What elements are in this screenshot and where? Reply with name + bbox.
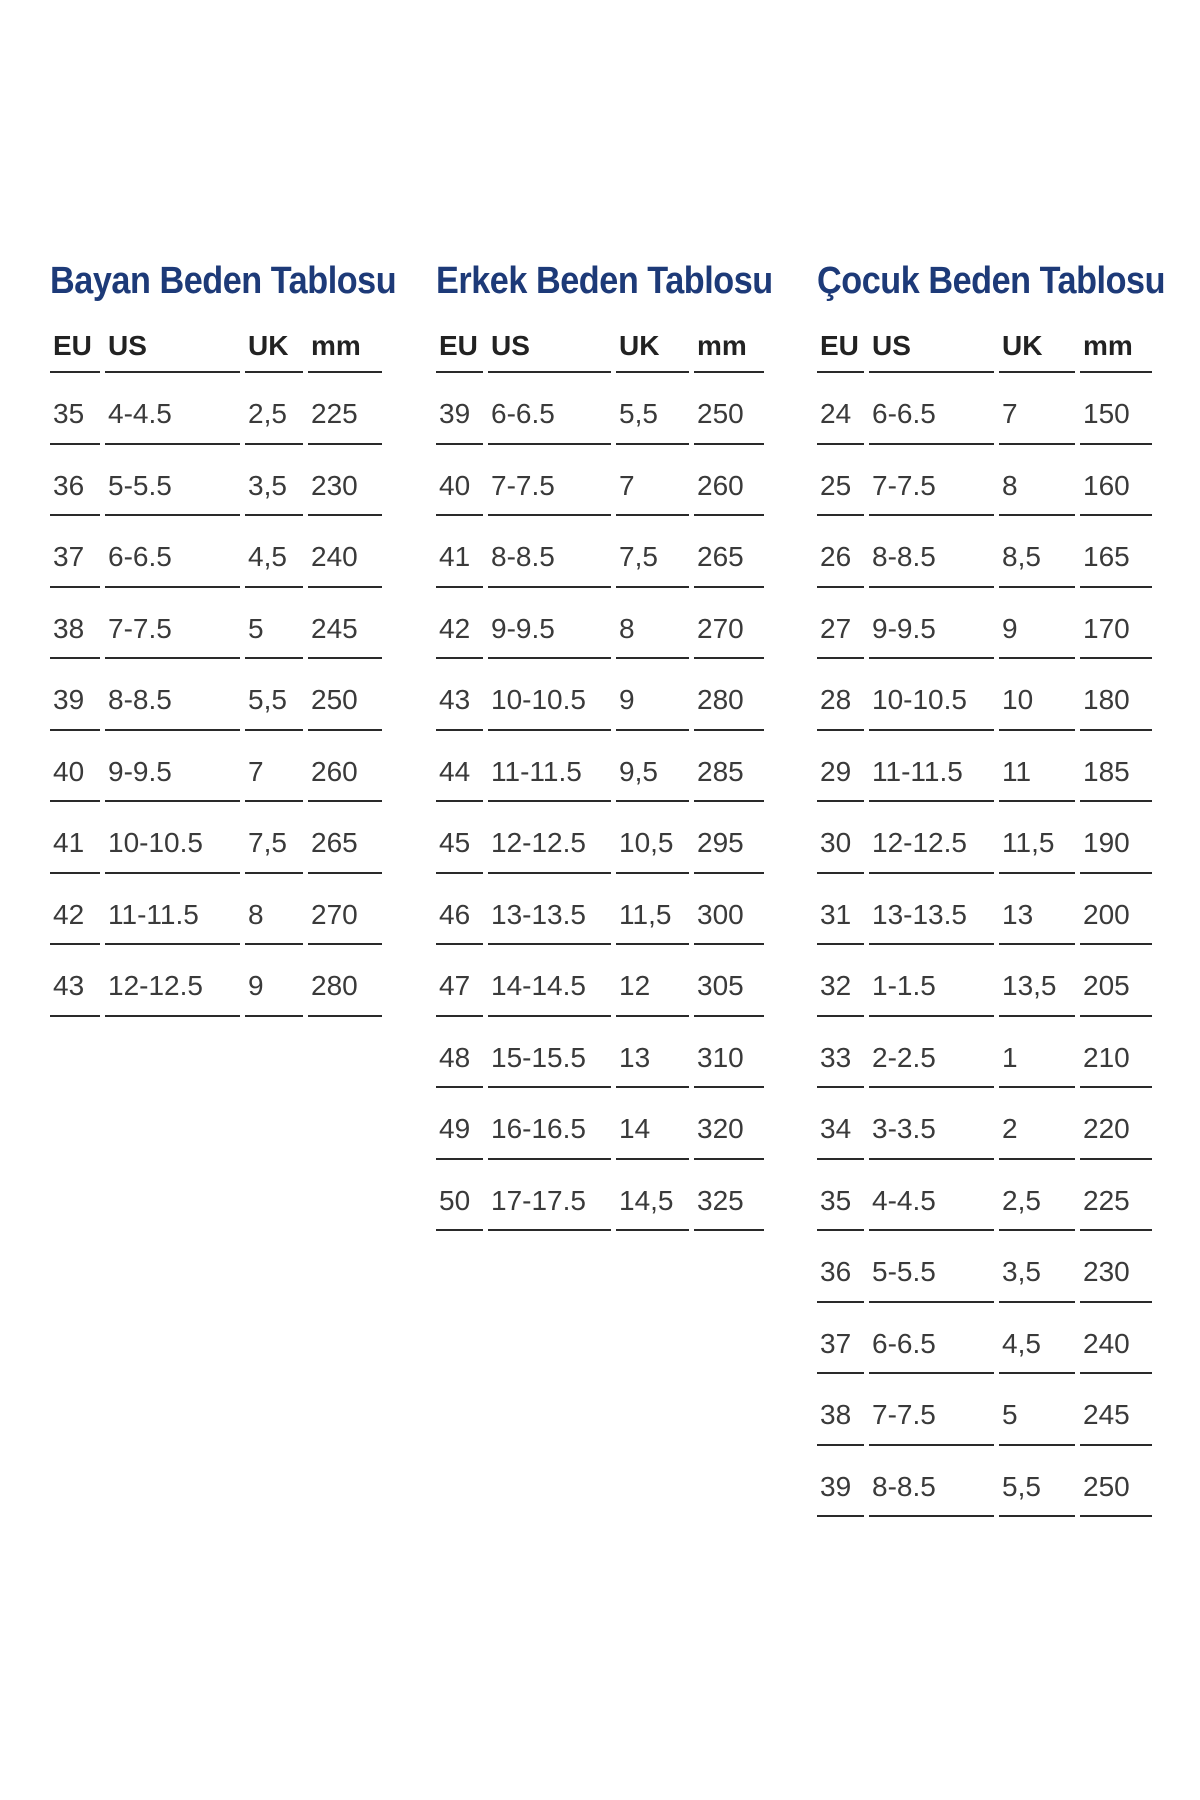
cell-eu: 49 <box>436 1088 483 1160</box>
cell-us: 16-16.5 <box>488 1088 611 1160</box>
cell-eu: 41 <box>436 516 483 588</box>
cell-mm: 245 <box>308 588 382 660</box>
table-row <box>817 659 1200 731</box>
table-row <box>50 373 435 445</box>
cell-mm: 285 <box>694 731 764 803</box>
table-row <box>817 1160 1200 1232</box>
cell-us: 8-8.5 <box>105 659 240 731</box>
header-us: US <box>488 326 611 373</box>
cell-eu: 39 <box>436 373 483 445</box>
table-row <box>50 731 435 803</box>
cell-us: 1-1.5 <box>869 945 994 1017</box>
cell-uk: 9 <box>999 588 1075 660</box>
cell-eu: 43 <box>50 945 100 1017</box>
cell-eu: 27 <box>817 588 864 660</box>
header-eu: EU <box>50 326 100 373</box>
cell-mm: 150 <box>1080 373 1152 445</box>
cell-mm: 200 <box>1080 874 1152 946</box>
cell-mm: 240 <box>1080 1303 1152 1375</box>
cell-uk: 7,5 <box>616 516 689 588</box>
table-row <box>50 874 435 946</box>
table-row <box>817 516 1200 588</box>
cell-uk: 7 <box>999 373 1075 445</box>
cell-mm: 270 <box>308 874 382 946</box>
cell-uk: 2,5 <box>999 1160 1075 1232</box>
cell-mm: 270 <box>694 588 764 660</box>
table-row <box>436 1160 810 1232</box>
cell-uk: 14 <box>616 1088 689 1160</box>
cell-mm: 230 <box>1080 1231 1152 1303</box>
table-row <box>50 445 435 517</box>
table-row <box>50 945 435 1017</box>
header-mm: mm <box>1080 326 1152 373</box>
cell-uk: 8 <box>616 588 689 660</box>
cell-eu: 47 <box>436 945 483 1017</box>
cell-uk: 2 <box>999 1088 1075 1160</box>
size-table-cocuk <box>817 258 1200 1517</box>
cell-uk: 11,5 <box>616 874 689 946</box>
cell-uk: 5 <box>999 1374 1075 1446</box>
cell-uk: 3,5 <box>245 445 303 517</box>
table-row <box>817 1088 1200 1160</box>
cell-mm: 295 <box>694 802 764 874</box>
cell-us: 9-9.5 <box>488 588 611 660</box>
table-row <box>436 588 810 660</box>
cell-uk: 2,5 <box>245 373 303 445</box>
cell-mm: 225 <box>308 373 382 445</box>
cell-uk: 5 <box>245 588 303 660</box>
cell-eu: 28 <box>817 659 864 731</box>
cell-uk: 5,5 <box>245 659 303 731</box>
cell-uk: 5,5 <box>999 1446 1075 1518</box>
cell-eu: 48 <box>436 1017 483 1089</box>
table-row <box>436 659 810 731</box>
header-row <box>436 326 810 373</box>
cell-us: 4-4.5 <box>869 1160 994 1232</box>
cell-uk: 7,5 <box>245 802 303 874</box>
table-row <box>817 731 1200 803</box>
table-row <box>50 516 435 588</box>
cell-uk: 7 <box>616 445 689 517</box>
cell-eu: 35 <box>817 1160 864 1232</box>
cell-uk: 1 <box>999 1017 1075 1089</box>
cell-us: 11-11.5 <box>105 874 240 946</box>
cell-mm: 160 <box>1080 445 1152 517</box>
table-title: Erkek Beden Tablosu <box>436 260 773 302</box>
table-row <box>436 373 810 445</box>
header-uk: UK <box>999 326 1075 373</box>
table-row <box>817 445 1200 517</box>
cell-eu: 31 <box>817 874 864 946</box>
cell-us: 2-2.5 <box>869 1017 994 1089</box>
header-row <box>50 326 435 373</box>
table-row <box>817 1374 1200 1446</box>
header-eu: EU <box>436 326 483 373</box>
cell-mm: 265 <box>308 802 382 874</box>
cell-us: 6-6.5 <box>105 516 240 588</box>
header-uk: UK <box>245 326 303 373</box>
cell-mm: 250 <box>308 659 382 731</box>
cell-mm: 320 <box>694 1088 764 1160</box>
cell-us: 3-3.5 <box>869 1088 994 1160</box>
header-row <box>817 326 1200 373</box>
cell-eu: 26 <box>817 516 864 588</box>
cell-mm: 260 <box>308 731 382 803</box>
cell-mm: 165 <box>1080 516 1152 588</box>
cell-mm: 230 <box>308 445 382 517</box>
cell-mm: 250 <box>694 373 764 445</box>
cell-eu: 37 <box>817 1303 864 1375</box>
cell-eu: 30 <box>817 802 864 874</box>
cell-eu: 38 <box>50 588 100 660</box>
cell-us: 9-9.5 <box>105 731 240 803</box>
table-row <box>436 945 810 1017</box>
cell-mm: 325 <box>694 1160 764 1232</box>
cell-us: 11-11.5 <box>869 731 994 803</box>
table-row <box>436 802 810 874</box>
table-row <box>817 588 1200 660</box>
cell-eu: 29 <box>817 731 864 803</box>
cell-mm: 240 <box>308 516 382 588</box>
cell-mm: 280 <box>308 945 382 1017</box>
cell-us: 12-12.5 <box>488 802 611 874</box>
cell-us: 5-5.5 <box>869 1231 994 1303</box>
cell-uk: 8 <box>245 874 303 946</box>
table-title: Çocuk Beden Tablosu <box>817 260 1166 302</box>
header-us: US <box>869 326 994 373</box>
cell-uk: 8,5 <box>999 516 1075 588</box>
cell-mm: 210 <box>1080 1017 1152 1089</box>
cell-eu: 41 <box>50 802 100 874</box>
cell-eu: 34 <box>817 1088 864 1160</box>
cell-eu: 40 <box>50 731 100 803</box>
table-row <box>817 874 1200 946</box>
table-title: Bayan Beden Tablosu <box>50 260 397 302</box>
cell-mm: 280 <box>694 659 764 731</box>
cell-us: 10-10.5 <box>105 802 240 874</box>
cell-mm: 310 <box>694 1017 764 1089</box>
cell-mm: 180 <box>1080 659 1152 731</box>
cell-us: 5-5.5 <box>105 445 240 517</box>
cell-uk: 14,5 <box>616 1160 689 1232</box>
cell-eu: 39 <box>50 659 100 731</box>
cell-uk: 13 <box>616 1017 689 1089</box>
size-table-erkek <box>436 258 810 1231</box>
cell-eu: 40 <box>436 445 483 517</box>
table-row <box>817 1303 1200 1375</box>
table-row <box>436 874 810 946</box>
cell-eu: 38 <box>817 1374 864 1446</box>
cell-mm: 220 <box>1080 1088 1152 1160</box>
size-table-bayan <box>50 258 435 1017</box>
table-row <box>817 373 1200 445</box>
cell-eu: 39 <box>817 1446 864 1518</box>
table-row <box>436 1017 810 1089</box>
cell-uk: 7 <box>245 731 303 803</box>
table-body <box>50 373 435 1017</box>
cell-us: 8-8.5 <box>869 1446 994 1518</box>
cell-us: 11-11.5 <box>488 731 611 803</box>
cell-uk: 13,5 <box>999 945 1075 1017</box>
cell-us: 8-8.5 <box>869 516 994 588</box>
cell-uk: 9 <box>245 945 303 1017</box>
cell-us: 7-7.5 <box>869 445 994 517</box>
table-row <box>50 588 435 660</box>
cell-eu: 25 <box>817 445 864 517</box>
cell-us: 4-4.5 <box>105 373 240 445</box>
cell-mm: 260 <box>694 445 764 517</box>
cell-us: 6-6.5 <box>869 1303 994 1375</box>
table-row <box>817 1231 1200 1303</box>
table-row <box>817 1446 1200 1518</box>
cell-uk: 5,5 <box>616 373 689 445</box>
cell-mm: 305 <box>694 945 764 1017</box>
cell-mm: 205 <box>1080 945 1152 1017</box>
cell-us: 10-10.5 <box>488 659 611 731</box>
cell-us: 12-12.5 <box>869 802 994 874</box>
cell-uk: 9,5 <box>616 731 689 803</box>
cell-eu: 24 <box>817 373 864 445</box>
table-row <box>50 659 435 731</box>
cell-eu: 42 <box>436 588 483 660</box>
table-body <box>817 373 1200 1517</box>
cell-mm: 185 <box>1080 731 1152 803</box>
cell-us: 12-12.5 <box>105 945 240 1017</box>
header-us: US <box>105 326 240 373</box>
cell-us: 8-8.5 <box>488 516 611 588</box>
cell-us: 7-7.5 <box>869 1374 994 1446</box>
cell-mm: 250 <box>1080 1446 1152 1518</box>
cell-mm: 225 <box>1080 1160 1152 1232</box>
cell-uk: 8 <box>999 445 1075 517</box>
table-row <box>436 731 810 803</box>
cell-mm: 265 <box>694 516 764 588</box>
cell-uk: 11 <box>999 731 1075 803</box>
cell-us: 6-6.5 <box>869 373 994 445</box>
cell-uk: 3,5 <box>999 1231 1075 1303</box>
cell-eu: 46 <box>436 874 483 946</box>
cell-us: 17-17.5 <box>488 1160 611 1232</box>
cell-eu: 33 <box>817 1017 864 1089</box>
cell-mm: 170 <box>1080 588 1152 660</box>
table-row <box>436 516 810 588</box>
cell-us: 14-14.5 <box>488 945 611 1017</box>
cell-us: 10-10.5 <box>869 659 994 731</box>
cell-uk: 4,5 <box>999 1303 1075 1375</box>
cell-mm: 300 <box>694 874 764 946</box>
table-row <box>436 445 810 517</box>
cell-eu: 45 <box>436 802 483 874</box>
cell-mm: 245 <box>1080 1374 1152 1446</box>
cell-uk: 9 <box>616 659 689 731</box>
cell-uk: 10,5 <box>616 802 689 874</box>
cell-us: 7-7.5 <box>488 445 611 517</box>
cell-eu: 44 <box>436 731 483 803</box>
cell-us: 15-15.5 <box>488 1017 611 1089</box>
header-mm: mm <box>308 326 382 373</box>
cell-us: 6-6.5 <box>488 373 611 445</box>
cell-us: 13-13.5 <box>869 874 994 946</box>
cell-eu: 43 <box>436 659 483 731</box>
table-row <box>817 1017 1200 1089</box>
table-row <box>436 1088 810 1160</box>
cell-eu: 36 <box>817 1231 864 1303</box>
cell-eu: 37 <box>50 516 100 588</box>
cell-us: 7-7.5 <box>105 588 240 660</box>
cell-us: 13-13.5 <box>488 874 611 946</box>
cell-eu: 42 <box>50 874 100 946</box>
table-row <box>50 802 435 874</box>
cell-mm: 190 <box>1080 802 1152 874</box>
cell-uk: 11,5 <box>999 802 1075 874</box>
cell-eu: 35 <box>50 373 100 445</box>
header-uk: UK <box>616 326 689 373</box>
cell-us: 9-9.5 <box>869 588 994 660</box>
cell-uk: 10 <box>999 659 1075 731</box>
table-row <box>817 802 1200 874</box>
header-mm: mm <box>694 326 764 373</box>
cell-uk: 4,5 <box>245 516 303 588</box>
cell-uk: 12 <box>616 945 689 1017</box>
cell-uk: 13 <box>999 874 1075 946</box>
table-body <box>436 373 810 1231</box>
cell-eu: 36 <box>50 445 100 517</box>
header-eu: EU <box>817 326 864 373</box>
cell-eu: 50 <box>436 1160 483 1232</box>
cell-eu: 32 <box>817 945 864 1017</box>
table-row <box>817 945 1200 1017</box>
